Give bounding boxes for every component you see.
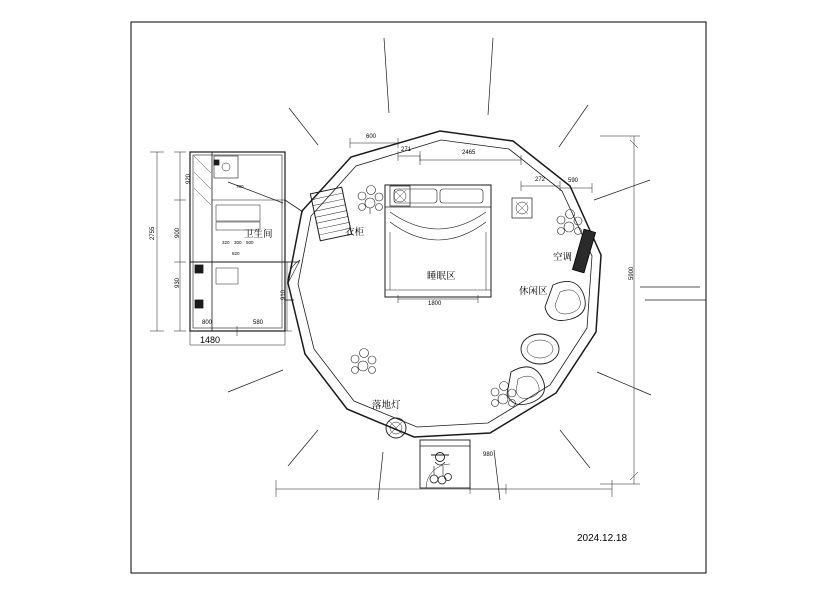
entry-door <box>420 440 470 488</box>
room-label-wardrobe: 衣柜 <box>345 227 365 238</box>
dimension-left-seg-1: 920 <box>186 173 192 184</box>
room-label-floor-lamp: 落地灯 <box>372 400 401 411</box>
dimension-overall-right: 5900 <box>629 266 635 280</box>
room-label-lounge: 休闲区 <box>519 286 548 297</box>
room-label-aircon: 空调 <box>553 252 573 263</box>
dimension-top-271: 271 <box>401 147 412 153</box>
dimension-top-590: 590 <box>568 178 579 184</box>
dimension-top-600: 600 <box>366 134 377 140</box>
dimension-bed-width: 1800 <box>428 301 442 307</box>
room-label-bathroom: 卫生间 <box>244 229 273 240</box>
dimension-bath-in-1: 320 <box>222 240 230 245</box>
dimension-bath-in-4: 820 <box>232 251 240 256</box>
dimension-bottom-980: 980 <box>483 452 494 458</box>
dimension-bath-width: 1480 <box>200 335 221 345</box>
dimension-left-total: 2755 <box>150 226 156 240</box>
dimension-bath-in-5: 700 <box>236 184 244 189</box>
dimension-left-seg-2: 900 <box>175 227 181 238</box>
room-label-sleep-area: 睡眠区 <box>427 271 456 282</box>
drawing-date: 2024.12.18 <box>577 533 628 544</box>
dimension-left-seg-3: 930 <box>175 277 181 288</box>
dimension-bath-w-1: 800 <box>202 320 213 326</box>
dimension-bath-in-2: 300 <box>234 240 242 245</box>
dimension-door-gap: 910 <box>281 289 287 300</box>
dimension-bath-w-2: 580 <box>253 320 264 326</box>
dimension-top-2465: 2465 <box>462 150 476 156</box>
dimension-bath-in-3: 500 <box>246 240 254 245</box>
dimension-top-272: 272 <box>535 177 546 183</box>
